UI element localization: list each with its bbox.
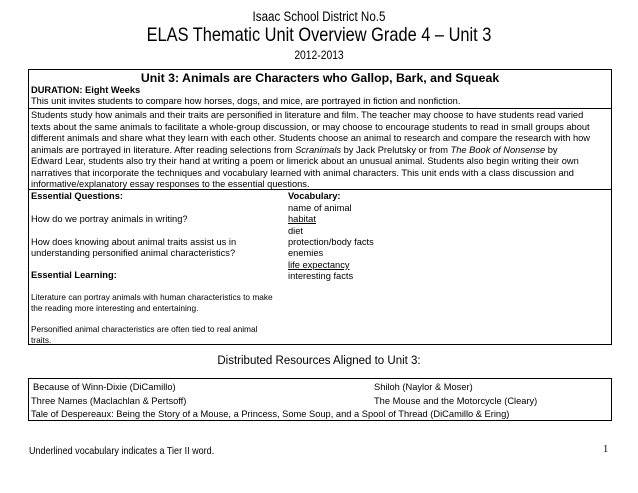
resource-book: The Mouse and the Motorcycle (Cleary)	[374, 396, 538, 406]
unit-summary	[31, 110, 607, 191]
divider	[29, 108, 611, 109]
summary-line: texts about the same animals to facilitate a whole-group discussion, or may choose to encourage students to read in small groups about	[31, 121, 590, 132]
summary-line: informative/explanatory essay responses to the essential questions.	[31, 179, 310, 189]
footer-note: Underlined vocabulary indicates a Tier II word.	[29, 445, 215, 457]
summary-line: narratives that incorporate the techniques and vocabulary learned with animal characters. This unit ends with a class discussion and	[31, 167, 574, 178]
unit-duration: DURATION: Eight Weeks	[31, 85, 141, 95]
vocabulary-word: name of animal	[288, 203, 352, 213]
resource-book: Because of Winn-Dixie (DiCamillo)	[33, 382, 176, 392]
essential-learning-item: Personified animal characteristics are often tied to real animal	[31, 324, 258, 334]
book-title-book-of-nonsense: The Book of Nonsense	[450, 144, 546, 155]
summary-line: Edward Lear, students also try their hand at writing a poem or limerick about an unusual animal. Students also begin writing their own	[31, 156, 579, 166]
essential-learning-label: Essential Learning:	[31, 270, 117, 280]
essential-question: How do we portray animals in writing?	[31, 214, 188, 224]
district-name: Isaac School District No.5	[252, 9, 386, 24]
vocabulary-word: interesting facts	[288, 271, 354, 281]
essential-question: How does knowing about animal traits assist us in	[31, 237, 237, 247]
vocabulary-label: Vocabulary:	[288, 191, 341, 201]
summary-line: different animals and share what they learn with each other. Students choose an animal to research and compare the research with how	[31, 133, 590, 143]
vocabulary-word: protection/body facts	[288, 237, 374, 247]
resource-book: Tale of Despereaux: Being the Story of a Mouse, a Princess, Some Soup, and a Spool of Thread (DiCamillo & Ering)	[31, 409, 510, 419]
essential-questions-label: Essential Questions:	[31, 191, 123, 201]
book-title-scranimals: Scranimals	[295, 144, 342, 155]
divider	[29, 189, 611, 190]
vocabulary-word: enemies	[288, 248, 324, 258]
essential-learning-item: Literature can portray animals with human characteristics to make	[31, 292, 273, 302]
unit-overview-table	[28, 69, 612, 345]
summary-line: animals are portrayed in literature. After reading selections from Scranimals by Jack Prelutsky or from The Book of Nonsense by	[31, 144, 558, 155]
resources-table	[28, 378, 612, 421]
essential-learning-item: the reading more interesting and entertaining.	[31, 303, 199, 313]
summary-line: Students study how animals and their traits are personified in literature and film. The teacher may choose to have students read varied	[31, 110, 584, 120]
vocabulary-word-tier2: life expectancy	[288, 260, 350, 270]
page-number: 1	[603, 444, 609, 455]
vocabulary-word: diet	[288, 226, 303, 236]
essential-question: understanding personified animal characteristics?	[31, 248, 236, 258]
unit-title: Unit 3: Animals are Characters who Gallop, Bark, and Squeak	[140, 71, 500, 85]
school-year: 2012-2013	[294, 48, 344, 62]
vocabulary-word-tier2: habitat	[288, 214, 316, 224]
document-title: ELAS Thematic Unit Overview Grade 4 – Unit 3	[146, 24, 492, 46]
unit-intro: This unit invites students to compare how horses, dogs, and mice, are portrayed in fiction and nonfiction.	[31, 96, 461, 106]
essential-learning-item: traits.	[31, 335, 52, 345]
resources-heading: Distributed Resources Aligned to Unit 3:	[217, 355, 421, 367]
resource-book: Shiloh (Naylor & Moser)	[374, 382, 473, 392]
resource-book: Three Names (Maclachlan & Pertsoff)	[31, 396, 187, 406]
